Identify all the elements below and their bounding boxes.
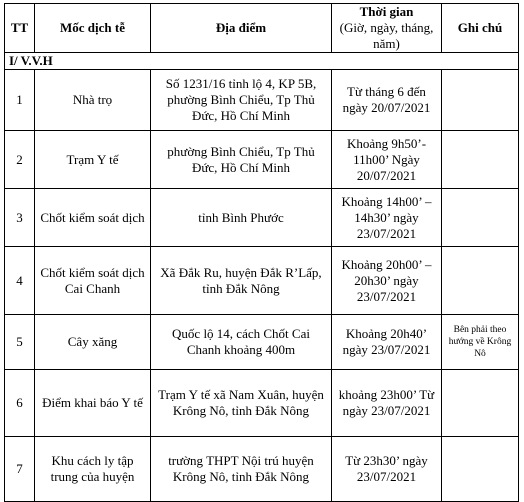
cell-thoi-gian: Khoảng 20h00’ – 20h30’ ngày 23/07/2021 — [332, 247, 442, 315]
cell-tt: 6 — [5, 370, 35, 437]
cell-tt: 4 — [5, 247, 35, 315]
cell-tt: 3 — [5, 189, 35, 247]
cell-thoi-gian: khoảng 23h00’ Từ ngày 23/07/2021 — [332, 370, 442, 437]
cell-ghi-chu — [442, 189, 519, 247]
cell-thoi-gian: Từ 23h30’ ngày 23/07/2021 — [332, 437, 442, 502]
table-row — [5, 315, 519, 370]
table-row — [5, 437, 519, 502]
cell-moc: Khu cách ly tập trung của huyện — [35, 437, 151, 502]
epidemiology-table — [4, 3, 519, 502]
cell-thoi-gian: Khoảng 20h40’ ngày 23/07/2021 — [332, 315, 442, 370]
cell-dia-diem: Xã Đắk Ru, huyện Đắk R’Lấp, tỉnh Đắk Nông — [151, 247, 332, 315]
table-row — [5, 370, 519, 437]
group-label: I/ V.V.H — [5, 53, 519, 70]
cell-dia-diem: trường THPT Nội trú huyện Krông Nô, tỉnh Đắk Nông — [151, 437, 332, 502]
table-row — [5, 70, 519, 131]
cell-dia-diem: Trạm Y tế xã Nam Xuân, huyện Krông Nô, tỉnh Đắk Nông — [151, 370, 332, 437]
header-thoi-gian-label: Thời gian — [359, 4, 414, 19]
cell-ghi-chu — [442, 437, 519, 502]
header-ghi-chu: Ghi chú — [442, 4, 519, 53]
header-moc-dich-te: Mốc dịch tễ — [35, 4, 151, 53]
cell-moc: Chốt kiểm soát dịch — [35, 189, 151, 247]
cell-ghi-chu — [442, 131, 519, 189]
cell-moc: Điểm khai báo Y tế — [35, 370, 151, 437]
cell-dia-diem: phường Bình Chiểu, Tp Thủ Đức, Hồ Chí Minh — [151, 131, 332, 189]
header-tt: TT — [5, 4, 35, 53]
cell-ghi-chu: Bên phải theo hướng về Krông Nô — [442, 315, 519, 370]
cell-moc: Cây xăng — [35, 315, 151, 370]
cell-dia-diem: Số 1231/16 tỉnh lộ 4, KP 5B, phường Bình Chiểu, Tp Thủ Đức, Hồ Chí Minh — [151, 70, 332, 131]
header-row — [5, 4, 519, 53]
cell-tt: 7 — [5, 437, 35, 502]
group-row — [5, 53, 519, 70]
cell-dia-diem: Quốc lộ 14, cách Chốt Cai Chanh khoảng 400m — [151, 315, 332, 370]
cell-ghi-chu — [442, 247, 519, 315]
cell-dia-diem: tỉnh Bình Phước — [151, 189, 332, 247]
header-thoi-gian-sub: (Giờ, ngày, tháng, năm) — [339, 20, 434, 51]
table-row — [5, 189, 519, 247]
cell-thoi-gian: Khoảng 14h00’ – 14h30’ ngày 23/07/2021 — [332, 189, 442, 247]
cell-ghi-chu — [442, 70, 519, 131]
cell-moc: Nhà trọ — [35, 70, 151, 131]
cell-tt: 5 — [5, 315, 35, 370]
cell-moc: Trạm Y tế — [35, 131, 151, 189]
cell-moc: Chốt kiểm soát dịch Cai Chanh — [35, 247, 151, 315]
table-row — [5, 247, 519, 315]
cell-ghi-chu — [442, 370, 519, 437]
cell-thoi-gian: Từ tháng 6 đến ngày 20/07/2021 — [332, 70, 442, 131]
header-thoi-gian — [332, 4, 442, 53]
cell-tt: 2 — [5, 131, 35, 189]
cell-thoi-gian: Khoảng 9h50’- 11h00’ Ngày 20/07/2021 — [332, 131, 442, 189]
cell-tt: 1 — [5, 70, 35, 131]
table-row — [5, 131, 519, 189]
header-dia-diem: Địa điểm — [151, 4, 332, 53]
